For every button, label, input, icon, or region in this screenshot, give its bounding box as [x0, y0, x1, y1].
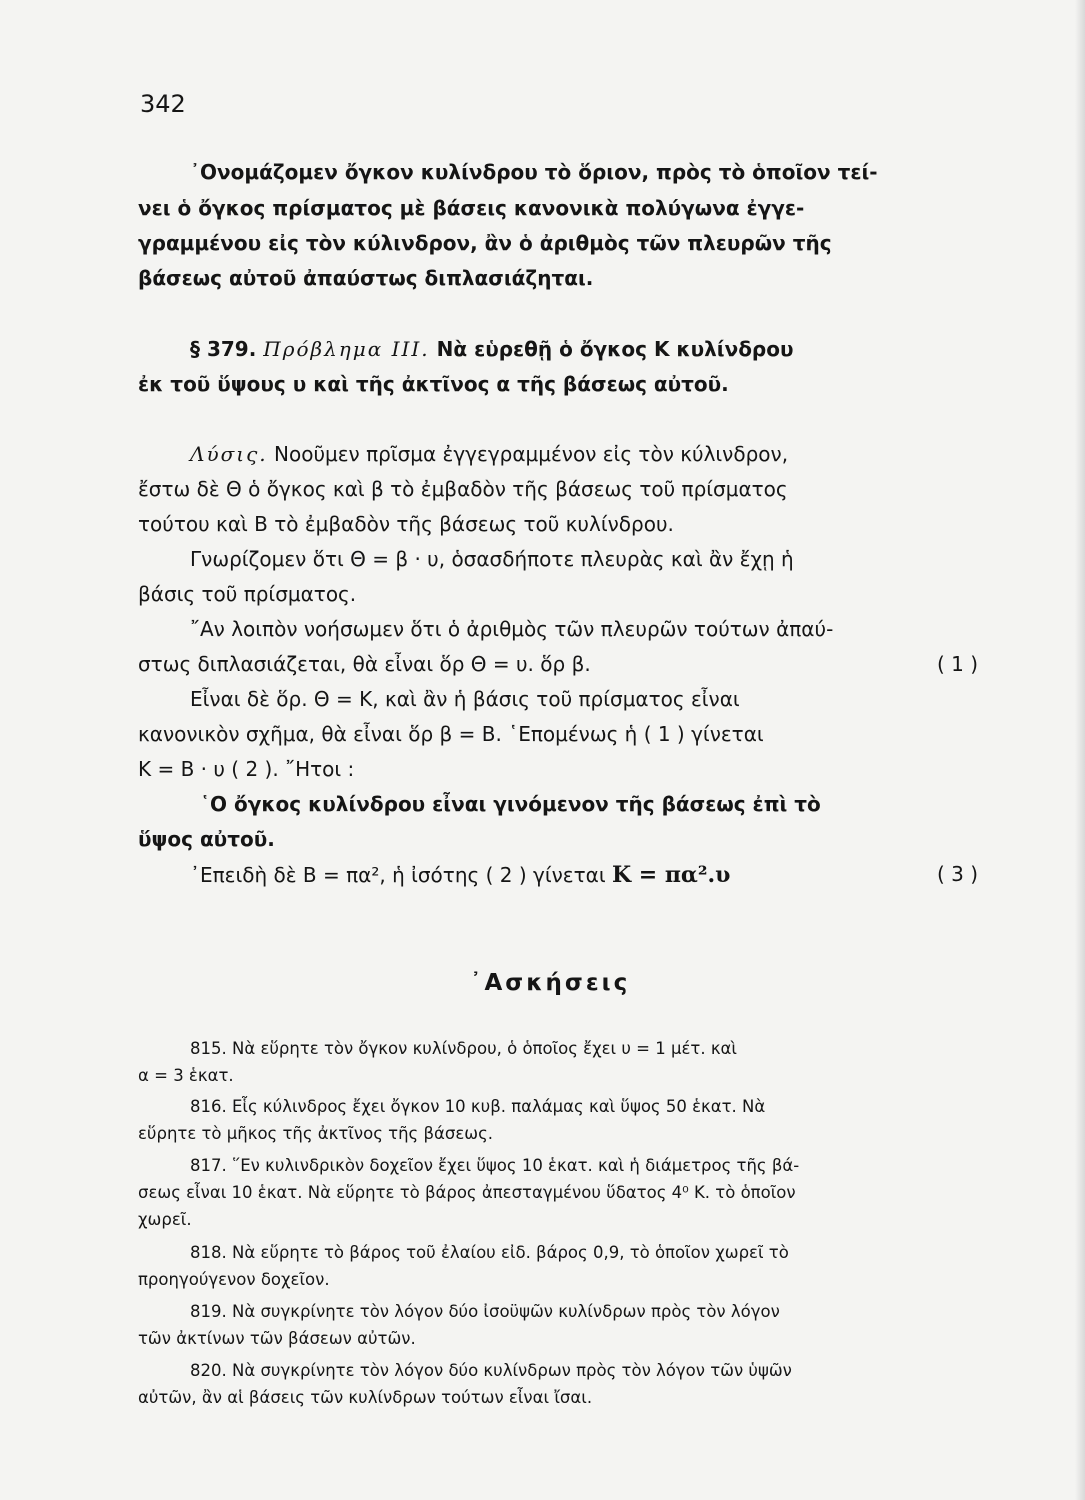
exercise-818-line-2: προηγούγενον δοχεῖον.: [138, 1270, 330, 1289]
exercise-816-line-1: 816. Εἷς κύλινδρος ἔχει ὄγκον 10 κυβ. παλάμας καὶ ὕψος 50 ἑκατ. Νὰ: [190, 1097, 766, 1116]
exercise-818-line-1: 818. Νὰ εὕρητε τὸ βάρος τοῦ ἐλαίου εἰδ. βάρος 0,9, τὸ ὁποῖον χωρεῖ τὸ: [190, 1243, 789, 1262]
solution-line-6: ῎Αν λοιπὸν νοήσωμεν ὅτι ὁ ἀριθμὸς τῶν πλευρῶν τούτων ἀπαύ-: [190, 617, 834, 641]
solution-line-3: τούτου καὶ Β τὸ ἐμβαδὸν τῆς βάσεως τοῦ κυλίνδρου.: [138, 512, 674, 536]
solution-line-4: Γνωρίζομεν ὅτι Θ = β · υ, ὁσασδήποτε πλευρὰς καὶ ἂν ἔχῃ ἡ: [190, 547, 794, 571]
exercise-815-line-2: α = 3 ἑκατ.: [138, 1066, 234, 1085]
problem-heading: [190, 337, 794, 361]
solution-line-8: Εἶναι δὲ ὅρ. Θ = Κ, καὶ ἂν ἡ βάσις τοῦ πρίσματος εἶναι: [190, 687, 740, 711]
solution-line-7: [138, 652, 978, 676]
exercise-816-line-2: εὕρητε τὸ μῆκος τῆς ἀκτῖνος τῆς βάσεως.: [138, 1124, 493, 1143]
theorem-line-1: ῾Ο ὄγκος κυλίνδρου εἶναι γινόμενον τῆς βάσεως ἐπὶ τὸ: [200, 792, 821, 816]
exercise-819-line-1: 819. Νὰ συγκρίνητε τὸν λόγον δύο ἰσοϋψῶν κυλίνδρων πρὸς τὸν λόγον: [190, 1302, 780, 1321]
definition-line-4: βάσεως αὐτοῦ ἀπαύστως διπλασιάζηται.: [138, 266, 594, 290]
exercises-heading: ᾿Ασκήσεις: [470, 970, 631, 996]
solution-line-2: ἔστω δὲ Θ ὁ ὄγκος καὶ β τὸ ἐμβαδὸν τῆς βάσεως τοῦ πρίσματος: [138, 477, 788, 501]
exercise-815-text-1: 815. Νὰ εὕρητε τὸν ὄγκον κυλίνδρου, ὁ ὁποῖος ἔχει υ = 1 μέτ. καὶ: [190, 1039, 738, 1058]
solution-line-11-group: [138, 862, 730, 888]
equation-3-tag: ( 3 ): [936, 862, 978, 886]
solution-text-7: στως διπλασιάζεται, θὰ εἶναι ὅρ Θ = υ. ὅρ β.: [138, 652, 591, 676]
solution-text-1: Νοοῦμεν πρῖσμα ἐγγεγραμμένον εἰς τὸν κύλινδρον,: [274, 442, 789, 466]
solution-line-5: βάσις τοῦ πρίσματος.: [138, 582, 357, 606]
definition-line-2: νει ὁ ὄγκος πρίσματος μὲ βάσεις κανονικὰ πολύγωνα ἐγγε-: [138, 196, 805, 220]
solution-line-9: κανονικὸν σχῆμα, θὰ εἶναι ὅρ β = Β. ῾Επομένως ἡ ( 1 ) γίνεται: [138, 722, 764, 746]
exercise-817-line-3: χωρεῖ.: [138, 1210, 192, 1229]
solution-line-10: Κ = Β · υ ( 2 ). ῎Ητοι :: [138, 757, 355, 781]
exercise-819-line-2: τῶν ἀκτίνων τῶν βάσεων αὐτῶν.: [138, 1329, 416, 1348]
definition-line-3: γραμμένου εἰς τὸν κύλινδρον, ἂν ὁ ἀριθμὸς τῶν πλευρῶν τῆς: [138, 231, 832, 255]
theorem-line-2: ὕψος αὐτοῦ.: [138, 827, 275, 851]
section-number: § 379.: [190, 337, 257, 361]
page-number: 342: [140, 90, 186, 118]
volume-formula: Κ = πα².υ: [611, 862, 731, 888]
problem-label: Πρόβλημα III.: [263, 337, 430, 361]
exercise-817-line-2: σεως εἶναι 10 ἑκατ. Νὰ εὕρητε τὸ βάρος ἀπεσταγμένου ὕδατος 4⁰ Κ. τὸ ὁποῖον: [138, 1183, 796, 1202]
equation-1-tag: ( 1 ): [936, 652, 978, 676]
solution-label: Λύσις.: [190, 442, 268, 466]
exercise-820-line-2: αὐτῶν, ἂν αἱ βάσεις τῶν κυλίνδρων τούτων εἶναι ἴσαι.: [138, 1388, 593, 1407]
problem-statement-1: Νὰ εὑρεθῇ ὁ ὄγκος Κ κυλίνδρου: [436, 337, 794, 361]
solution-line-11: [138, 862, 978, 888]
solution-line-1: [190, 442, 788, 466]
exercise-817-line-1: 817. ῞Εν κυλινδρικὸν δοχεῖον ἔχει ὕψος 10 ἑκατ. καὶ ἡ διάμετρος τῆς βά-: [190, 1156, 800, 1175]
solution-text-11: ᾿Επειδὴ δὲ Β = πα², ἡ ἰσότης ( 2 ) γίνεται: [190, 863, 606, 887]
exercise-815-line-1: [138, 1039, 976, 1058]
definition-line-1: ᾿Ονομάζομεν ὄγκον κυλίνδρου τὸ ὅριον, πρὸς τὸ ὁποῖον τεί-: [190, 160, 878, 184]
exercise-820-line-1: 820. Νὰ συγκρίνητε τὸν λόγον δύο κυλίνδρων πρὸς τὸν λόγον τῶν ὑψῶν: [190, 1361, 792, 1380]
scan-edge-shadow: [1075, 0, 1085, 1500]
problem-statement-2: ἐκ τοῦ ὕψους υ καὶ τῆς ἀκτῖνος α τῆς βάσεως αὐτοῦ.: [138, 372, 729, 396]
